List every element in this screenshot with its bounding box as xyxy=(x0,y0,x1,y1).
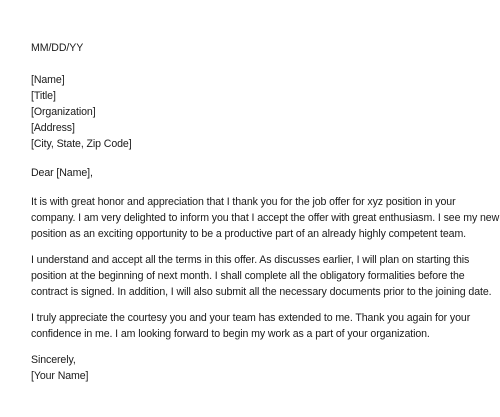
paragraph-3 xyxy=(31,310,471,342)
recipient-title: [Title] xyxy=(31,90,56,102)
spacer xyxy=(31,300,471,310)
paragraph-line: I understand and accept all the terms in this offer. As discusses earlier, I will plan on starting this xyxy=(31,254,470,266)
letter-date: MM/DD/YY xyxy=(31,42,84,54)
recipient-address-block xyxy=(31,72,471,152)
paragraph-line: confidence in me. I am looking forward to begin my work as a part of your organization. xyxy=(31,328,430,340)
spacer xyxy=(31,152,471,165)
paragraph-line: contract is signed. In addition, I will also submit all the necessary documents prior to the joining date. xyxy=(31,286,492,298)
spacer xyxy=(31,181,471,194)
paragraph-line: company. I am very delighted to inform you that I accept the offer with great enthusiasm. I see my new xyxy=(31,212,500,224)
recipient-city-state-zip: [City, State, Zip Code] xyxy=(31,138,132,150)
spacer xyxy=(31,242,471,252)
letter-document xyxy=(31,40,500,384)
paragraph-2 xyxy=(31,252,492,300)
spacer xyxy=(31,56,471,72)
paragraph-line: position as an exciting opportunity to be a productive part of an already highly competent team. xyxy=(31,228,467,240)
recipient-organization: [Organization] xyxy=(31,106,96,118)
salutation: Dear [Name], xyxy=(31,167,93,179)
paragraph-line: position at the beginning of next month. I shall complete all the obligatory formalities before the xyxy=(31,270,465,282)
closing-block xyxy=(31,352,471,384)
recipient-name: [Name] xyxy=(31,74,65,86)
recipient-address: [Address] xyxy=(31,122,75,134)
paragraph-1 xyxy=(31,194,500,242)
signature-name: [Your Name] xyxy=(31,370,89,382)
paragraph-line: I truly appreciate the courtesy you and your team has extended to me. Thank you again for your xyxy=(31,312,471,324)
paragraph-line: It is with great honor and appreciation that I thank you for the job offer for xyz position in your xyxy=(31,196,456,208)
spacer xyxy=(31,342,471,352)
closing: Sincerely, xyxy=(31,354,76,366)
